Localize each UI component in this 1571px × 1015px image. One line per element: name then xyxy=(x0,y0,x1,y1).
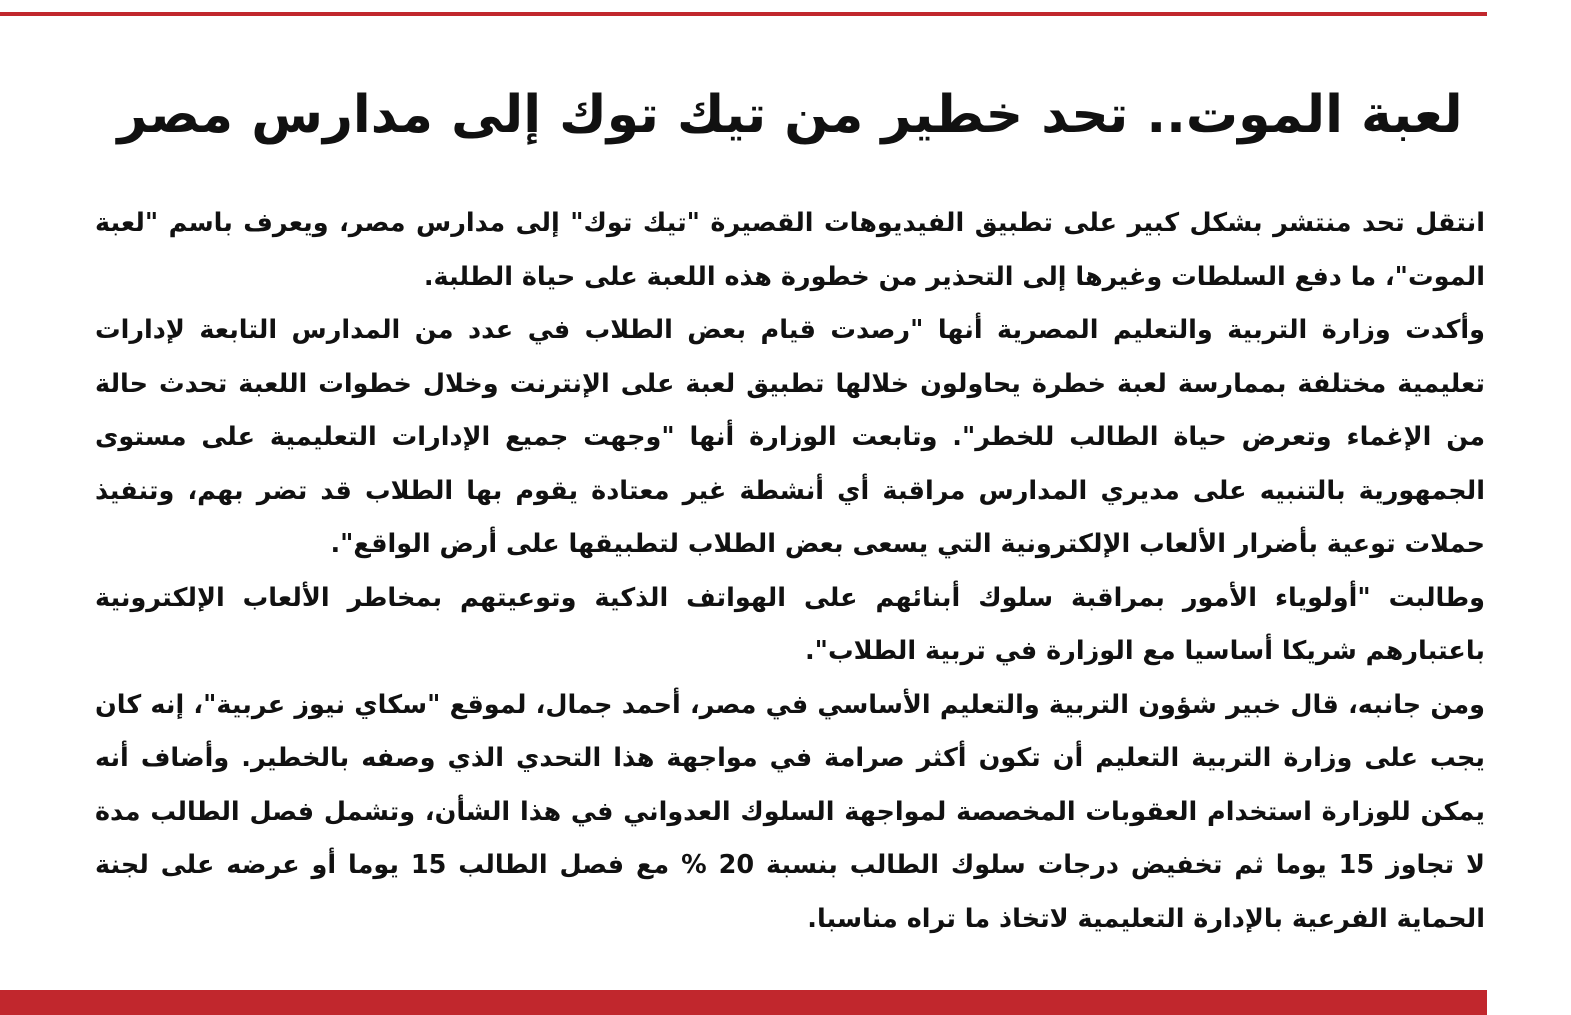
article-headline: لعبة الموت.. تحد خطير من تيك توك إلى مدارس مصر xyxy=(117,85,1463,145)
article-paragraph-2: وأكدت وزارة التربية والتعليم المصرية أنها "رصدت قيام بعض الطلاب في عدد من المدارس التابعة لإدارات تعليمية مختلفة بممارسة لعبة خطرة يحاولون خلالها تطبيق لعبة على الإنترنت وخلال خطوات اللعبة تحدث حالة من الإغماء وتعرض حياة الطالب للخطر". وتابعت الوزارة أنها "وجهت جميع الإدارات التعليمية على مستوى الجمهورية بالتنبيه على مديري المدارس مراقبة أي أنشطة غير معتادة يقوم بها الطلاب قد تضر بهم، وتنفيذ حملات توعية بأضرار الألعاب الإلكترونية التي يسعى بعض الطلاب لتطبيقها على أرض الواقع". xyxy=(95,315,1485,559)
article-body xyxy=(95,197,1485,946)
article xyxy=(95,55,1485,946)
top-red-rule xyxy=(0,12,1487,16)
article-paragraph-3: وطالبت "أولوياء الأمور بمراقبة سلوك أبنائهم على الهواتف الذكية وتوعيتهم بمخاطر الألعاب الإلكترونية باعتبارهم شريكا أساسيا مع الوزارة في تربية الطلاب". xyxy=(95,582,1485,666)
bottom-red-bar xyxy=(0,990,1487,1015)
article-paragraph-4: ومن جانبه، قال خبير شؤون التربية والتعليم الأساسي في مصر، أحمد جمال، لموقع "سكاي نيوز عربية"، إنه كان يجب على وزارة التربية التعليم أن تكون أكثر صرامة في مواجهة هذا التحدي الذي وصفه بالخطير. وأضاف أنه يمكن للوزارة استخدام العقوبات المخصصة لمواجهة السلوك العدواني في هذا الشأن، وتشمل فصل الطالب مدة لا تجاوز 15 يوما ثم تخفيض درجات سلوك الطالب بنسبة 20 % مع فصل الطالب 15 يوما أو عرضه على لجنة الحماية الفرعية بالإدارة التعليمية لاتخاذ ما تراه مناسبا. xyxy=(95,689,1485,934)
article-paragraph-1: انتقل تحد منتشر بشكل كبير على تطبيق الفيديوهات القصيرة "تيك توك" إلى مدارس مصر، ويعرف باسم "لعبة الموت"، ما دفع السلطات وغيرها إلى التحذير من خطورة هذه اللعبة على حياة الطلبة. xyxy=(95,208,1485,292)
